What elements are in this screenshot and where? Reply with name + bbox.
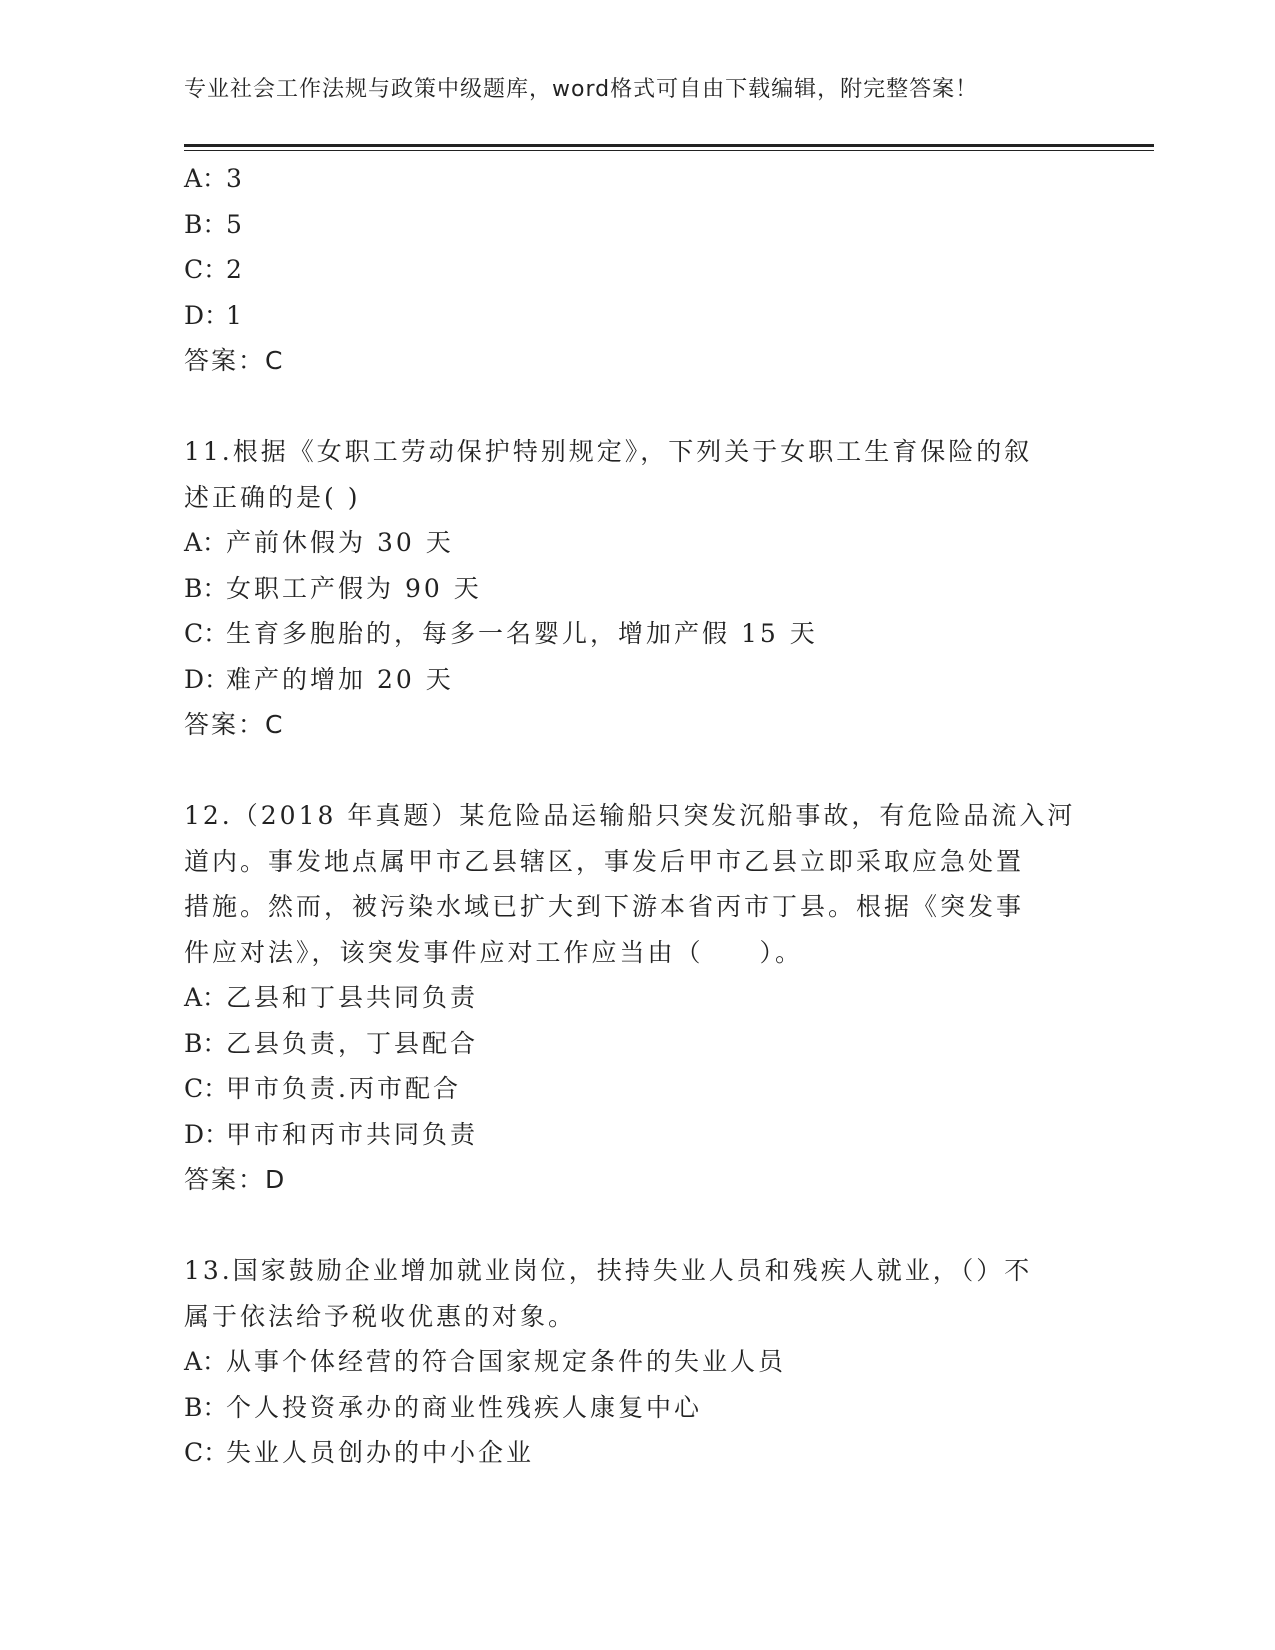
header-divider-thick <box>184 144 1154 147</box>
option-text: 甲市负责.丙市配合 <box>226 1074 461 1103</box>
spacer <box>184 384 1084 430</box>
option-line <box>184 1339 1084 1385</box>
option-key: A： <box>184 983 228 1012</box>
option-line <box>184 520 1084 566</box>
question-stem-line: 11.根据《女职工劳动保护特别规定》，下列关于女职工生育保险的叙 <box>184 437 1033 466</box>
question-11 <box>184 429 1084 748</box>
option-line <box>184 1430 1084 1476</box>
option-key: B： <box>184 1028 228 1058</box>
option-line <box>184 975 1084 1021</box>
option-text: 个人投资承办的商业性残疾人康复中心 <box>226 1392 703 1422</box>
option-key: A： <box>184 1347 228 1376</box>
question-stem-line: 13.国家鼓励企业增加就业岗位，扶持失业人员和残疾人就业，（）不 <box>184 1256 1033 1285</box>
answer-line: 答案：C <box>184 710 285 739</box>
option-line <box>184 247 1084 293</box>
option-text: 甲市和丙市共同负责 <box>226 1119 479 1149</box>
option-key: D： <box>184 300 230 330</box>
option-line <box>184 202 1084 248</box>
option-text: 2 <box>226 255 245 284</box>
previous-question-tail <box>184 156 1084 384</box>
spacer <box>184 1203 1084 1249</box>
answer-line: 答案：D <box>184 1165 287 1194</box>
question-stem-line: 属于依法给予税收优惠的对象。 <box>184 1301 577 1331</box>
option-text: 难产的增加 20 天 <box>226 664 454 694</box>
option-key: B： <box>184 209 228 239</box>
option-text: 乙县和丁县共同负责 <box>226 983 479 1012</box>
answer-line: 答案：C <box>184 346 285 375</box>
option-line <box>184 1385 1084 1431</box>
option-text: 从事个体经营的符合国家规定条件的失业人员 <box>226 1347 787 1376</box>
option-key: D： <box>184 1119 230 1149</box>
option-line <box>184 1021 1084 1067</box>
option-line <box>184 1112 1084 1158</box>
option-key: D： <box>184 664 230 694</box>
option-key: A： <box>184 164 228 193</box>
option-line <box>184 566 1084 612</box>
option-text: 失业人员创办的中小企业 <box>226 1438 535 1467</box>
option-text: 女职工产假为 90 天 <box>226 573 482 603</box>
question-stem-line: 述正确的是( ) <box>184 482 361 512</box>
spacer <box>184 748 1084 794</box>
option-key: B： <box>184 1392 228 1422</box>
option-line <box>184 293 1084 339</box>
question-stem-line: 件应对法》，该突发事件应对工作应当由（ ）。 <box>184 937 804 967</box>
option-text: 产前休假为 30 天 <box>226 528 454 557</box>
option-line <box>184 611 1084 657</box>
option-text: 5 <box>226 209 245 239</box>
option-line <box>184 156 1084 202</box>
option-key: C： <box>184 619 229 648</box>
page-header-title: 专业社会工作法规与政策中级题库，word格式可自由下载编辑，附完整答案！ <box>184 77 979 102</box>
option-key: A： <box>184 528 228 557</box>
header-divider-thin <box>184 150 1154 151</box>
question-stem-line: 措施。然而，被污染水域已扩大到下游本省丙市丁县。根据《突发事 <box>184 892 1025 921</box>
option-key: C： <box>184 1074 229 1103</box>
option-text: 1 <box>226 300 245 330</box>
question-content <box>184 156 1084 1476</box>
question-stem-line: 道内。事发地点属甲市乙县辖区，事发后甲市乙县立即采取应急处置 <box>184 846 1025 876</box>
option-key: B： <box>184 573 228 603</box>
question-13 <box>184 1248 1084 1476</box>
question-12 <box>184 793 1084 1203</box>
option-text: 3 <box>226 164 245 193</box>
option-line <box>184 657 1084 703</box>
option-text: 生育多胞胎的，每多一名婴儿，增加产假 15 天 <box>226 619 818 648</box>
option-key: C： <box>184 255 229 284</box>
question-stem-line: 12.（2018 年真题）某危险品运输船只突发沉船事故，有危险品流入河 <box>184 801 1076 830</box>
option-text: 乙县负责，丁县配合 <box>226 1028 479 1058</box>
option-line <box>184 1066 1084 1112</box>
option-key: C： <box>184 1438 229 1467</box>
